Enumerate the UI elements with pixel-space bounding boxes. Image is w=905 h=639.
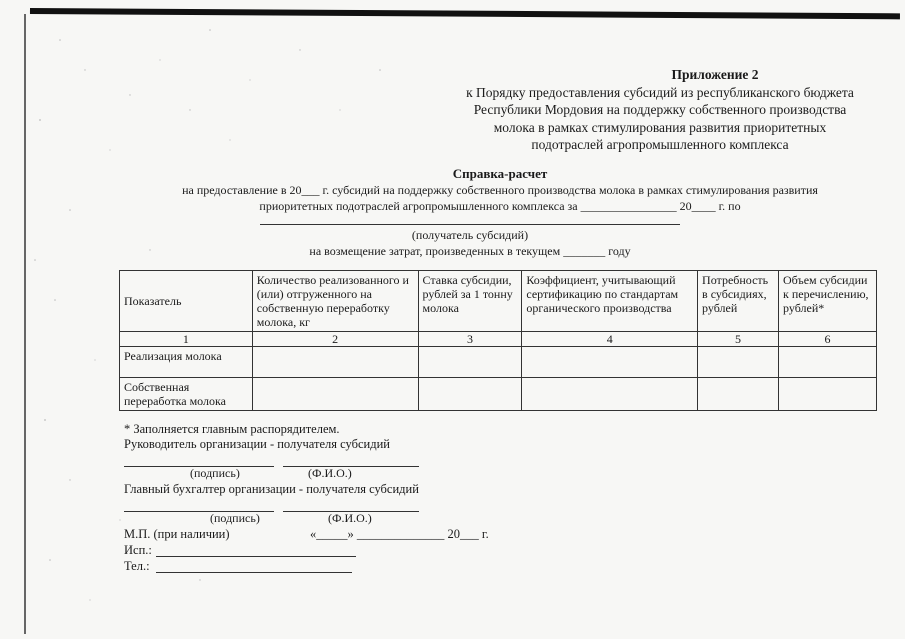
executor-label: Исп.: xyxy=(124,543,152,557)
table-cell xyxy=(779,347,877,378)
calculation-table xyxy=(119,270,877,411)
scan-left-edge xyxy=(24,14,26,634)
appendix-line: к Порядку предоставления субсидий из республиканского бюджета xyxy=(466,84,854,100)
table-cell xyxy=(252,347,418,378)
name-caption: (Ф.И.О.) xyxy=(328,511,372,525)
form-title xyxy=(110,166,890,214)
recipient-period: на возмещение затрат, произведенных в текущем _______ году xyxy=(309,244,631,258)
form-title-line: на предоставление в 20___ г. субсидий на поддержку собственного производства молока в рамках стимулирования развития xyxy=(182,183,818,197)
appendix-line: подотраслей агропромышленного комплекса xyxy=(531,137,789,152)
date-field: «_____» ______________ 20___ г. xyxy=(310,527,489,541)
recipient-label: (получатель субсидий) xyxy=(411,228,529,242)
phone-label: Тел.: xyxy=(124,559,150,573)
row-label: Собственная переработка молока xyxy=(120,378,253,411)
form-title-line: приоритетных подотраслей агропромышленного комплекса за ________________ 20____ г. по xyxy=(259,199,741,213)
appendix-number: Приложение 2 xyxy=(671,67,759,82)
executor-line xyxy=(156,543,356,557)
table-cell xyxy=(418,347,522,378)
form-heading: Справка-расчет xyxy=(452,166,548,181)
accountant-label: Главный бухгалтер организации - получателя субсидий xyxy=(124,482,419,496)
column-number: 1 xyxy=(120,332,253,347)
table-header-row xyxy=(120,271,877,332)
signature-block xyxy=(124,422,624,575)
signature-caption: (подпись) xyxy=(190,466,240,480)
recipient-block xyxy=(260,224,680,259)
appendix-line: молока в рамках стимулирования развития приоритетных xyxy=(493,119,827,135)
signature-caption: (подпись) xyxy=(210,511,260,525)
column-number-row xyxy=(120,332,877,347)
table-cell xyxy=(698,378,779,411)
row-label: Реализация молока xyxy=(120,347,253,378)
table-cell xyxy=(418,378,522,411)
column-number: 5 xyxy=(698,332,779,347)
column-header: Объем субсидии к перечислению, рублей* xyxy=(779,271,877,332)
table-cell xyxy=(522,347,698,378)
column-number: 2 xyxy=(252,332,418,347)
column-header: Показатель xyxy=(120,271,253,332)
table-cell xyxy=(252,378,418,411)
appendix-block xyxy=(430,66,890,154)
column-header: Ставка субсидии, рублей за 1 тонну молока xyxy=(418,271,522,332)
scan-top-edge xyxy=(30,8,900,19)
column-number: 6 xyxy=(779,332,877,347)
column-header: Потребность в субсидиях, рублей xyxy=(698,271,779,332)
footnote: * Заполняется главным распорядителем. xyxy=(124,422,340,436)
appendix-line: Республики Мордовия на поддержку собственного производства xyxy=(473,102,847,117)
column-header: Количество реализованного и (или) отгруженного на собственную переработку молока, кг xyxy=(252,271,418,332)
name-caption: (Ф.И.О.) xyxy=(308,466,352,480)
head-label: Руководитель организации - получателя субсидий xyxy=(124,437,390,451)
table-cell xyxy=(522,378,698,411)
column-number: 3 xyxy=(418,332,522,347)
column-header: Коэффициент, учитывающий сертификацию по стандартам органического производства xyxy=(522,271,698,332)
table-row xyxy=(120,347,877,378)
phone-line xyxy=(156,559,352,573)
column-number: 4 xyxy=(522,332,698,347)
table-cell xyxy=(698,347,779,378)
seal-label: М.П. (при наличии) xyxy=(124,527,230,541)
table-cell xyxy=(779,378,877,411)
table-row xyxy=(120,378,877,411)
